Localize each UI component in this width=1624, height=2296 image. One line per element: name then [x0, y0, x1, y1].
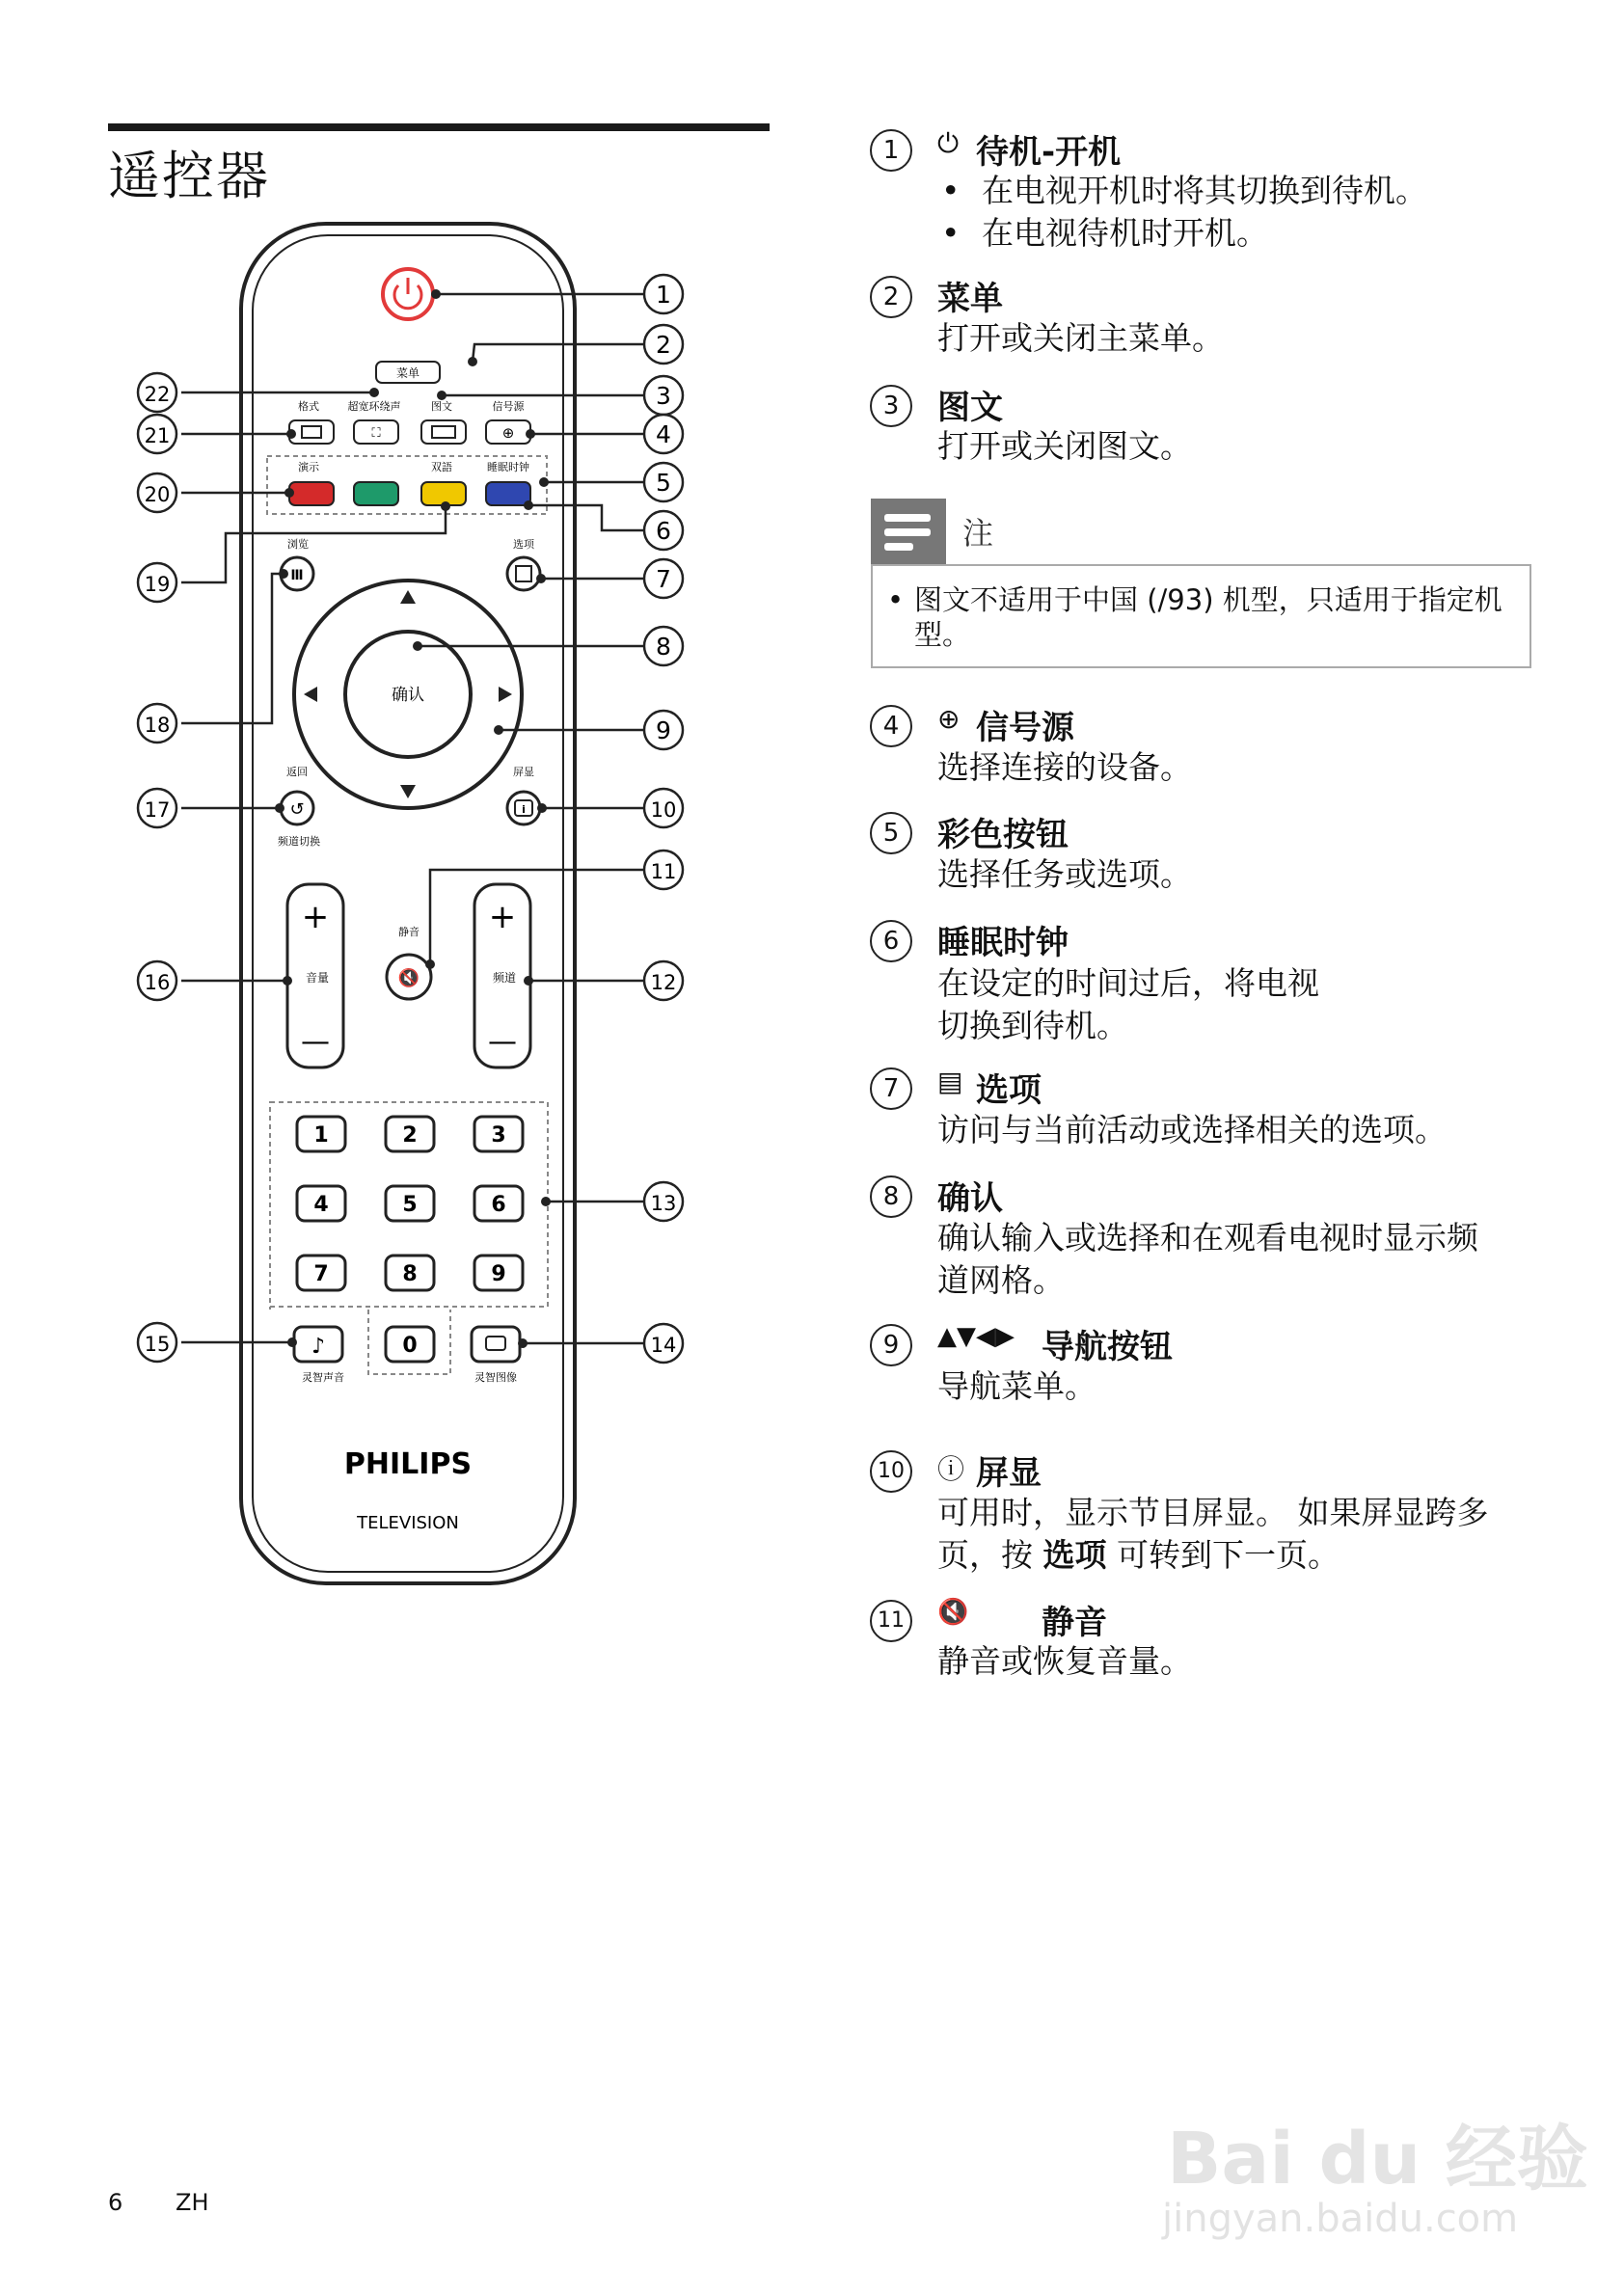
item-number: 10 — [870, 1450, 912, 1493]
source-icon: ⊕ — [501, 424, 515, 442]
digit-label: 8 — [402, 1262, 418, 1286]
item-title: 彩色按钮 — [937, 816, 1069, 854]
volume-label: 音量 — [305, 971, 330, 985]
callout-number: 21 — [144, 424, 171, 447]
digit-label: 7 — [313, 1262, 329, 1286]
item-description: 在设定的时间过后，将电视 — [937, 964, 1319, 1002]
red-button — [289, 482, 334, 505]
language-code: ZH — [176, 2189, 209, 2216]
note-label: 注 — [962, 515, 994, 552]
desc-bold-keyword: 选项 — [1042, 1536, 1107, 1574]
channel-minus: — — [488, 1025, 517, 1059]
item-number: 5 — [870, 812, 912, 854]
demo-label: 演示 — [298, 461, 319, 473]
callout-number: 7 — [656, 565, 671, 593]
item-description: 打开或关闭图文。 — [937, 427, 1192, 465]
callout-number: 17 — [144, 798, 171, 822]
item-title: 信号源 — [976, 709, 1074, 747]
item-title: 菜单 — [937, 280, 1003, 318]
callout-number: 5 — [656, 469, 671, 497]
format-label: 格式 — [298, 400, 319, 413]
brand-name: PHILIPS — [343, 1447, 473, 1481]
note-icon: ♪ — [311, 1335, 326, 1359]
browse-icon: Ⅲ — [290, 568, 304, 583]
item-icon: ▲▼◀▶ — [937, 1322, 1015, 1351]
item-title: 屏显 — [976, 1454, 1042, 1493]
item-number: 6 — [870, 920, 912, 962]
digit-label: 9 — [491, 1262, 506, 1286]
callout-number: 20 — [144, 483, 171, 506]
item-number: 8 — [870, 1175, 912, 1218]
mute-icon: 🔇 — [397, 968, 420, 988]
info-label: 屏显 — [513, 766, 534, 778]
item-title: 图文 — [937, 389, 1003, 427]
page-title: 遥控器 — [108, 146, 270, 206]
item-description: 访问与当前活动或选择相关的选项。 — [937, 1111, 1447, 1148]
item-description: 确认输入或选择和在观看电视时显示频 — [937, 1219, 1478, 1256]
surround-label: 超宽环绕声 — [347, 400, 401, 413]
callout-number: 10 — [650, 798, 677, 822]
blue-button — [486, 482, 530, 505]
brand-subtitle: TELEVISION — [357, 1513, 459, 1533]
item-number: 11 — [870, 1600, 912, 1642]
item-description: 打开或关闭主菜单。 — [937, 319, 1224, 357]
item-description: 道网格。 — [937, 1261, 1065, 1299]
callout-number: 13 — [650, 1192, 677, 1215]
format-button — [289, 420, 334, 444]
source-label: 信号源 — [492, 400, 525, 413]
item-title: 待机-开机 — [976, 133, 1122, 172]
item-icon: ⊕ — [937, 703, 961, 735]
item-bullet: • 在电视待机时开机。 — [982, 211, 1268, 255]
menu-label: 菜单 — [395, 366, 420, 380]
dual-label: 双語 — [431, 461, 452, 473]
smart-sound-label: 灵智声音 — [302, 1371, 344, 1384]
item-title: 静音 — [1042, 1604, 1107, 1642]
desc-text: 可转到下一页。 — [1106, 1536, 1340, 1574]
yellow-button — [421, 482, 466, 505]
callout-number: 22 — [144, 383, 171, 406]
callout-number: 9 — [656, 716, 671, 744]
callout-number: 12 — [650, 971, 677, 994]
digit-label: 1 — [313, 1123, 329, 1148]
browse-label: 浏览 — [287, 538, 309, 551]
digit-label: 4 — [313, 1193, 329, 1217]
item-icon: ⏻ — [937, 127, 960, 159]
item-description: 可用时，显示节目屏显。 如果屏显跨多 — [937, 1494, 1489, 1531]
callout-number: 2 — [656, 331, 671, 359]
item-icon: ⓘ — [937, 1453, 965, 1485]
callout-number: 1 — [656, 281, 671, 309]
desc-text: 页，按 — [937, 1536, 1043, 1574]
item-title: 睡眠时钟 — [937, 924, 1069, 962]
sleep-label: 睡眠时钟 — [487, 461, 529, 473]
item-description: 选择任务或选项。 — [937, 855, 1192, 893]
ok-label: 确认 — [392, 686, 424, 705]
note-icon — [871, 499, 946, 564]
callout-number: 3 — [656, 382, 671, 410]
item-number: 9 — [870, 1324, 912, 1366]
item-number: 3 — [870, 385, 912, 427]
teletext-button — [421, 420, 466, 444]
mute-label: 静音 — [398, 926, 420, 938]
digit-label: 2 — [402, 1123, 418, 1148]
item-icon: 🔇 — [937, 1598, 969, 1627]
item-description: 选择连接的设备。 — [937, 748, 1192, 786]
item-title: 导航按钮 — [1042, 1328, 1173, 1366]
callout-number: 6 — [656, 517, 671, 545]
smart-picture-button — [472, 1327, 520, 1362]
callout-number: 8 — [656, 633, 671, 661]
callout-number: 4 — [656, 420, 671, 448]
callout-number: 15 — [144, 1333, 171, 1356]
callout-number: 16 — [144, 971, 171, 994]
options-label: 选项 — [513, 538, 534, 551]
item-number: 1 — [870, 129, 912, 172]
svg-text:i: i — [522, 803, 526, 816]
item-description: 切换到待机。 — [937, 1007, 1128, 1044]
callout-number: 14 — [650, 1334, 677, 1357]
digit-label: 0 — [402, 1334, 418, 1358]
item-number: 4 — [870, 705, 912, 747]
smart-picture-label: 灵智图像 — [474, 1371, 517, 1384]
item-number: 7 — [870, 1067, 912, 1110]
item-number: 2 — [870, 276, 912, 318]
item-bullet: • 在电视开机时将其切换到待机。 — [982, 169, 1427, 212]
teletext-label: 图文 — [431, 400, 452, 413]
channel-switch-label: 频道切换 — [278, 835, 320, 848]
volume-plus: + — [301, 898, 330, 936]
channel-label: 频道 — [492, 971, 517, 985]
remote-illustration — [0, 0, 791, 1639]
back-label: 返回 — [286, 766, 308, 778]
channel-plus: + — [488, 898, 517, 936]
item-description: 静音或恢复音量。 — [937, 1642, 1192, 1680]
watermark-logo: Bai du 经验 — [1167, 2118, 1588, 2201]
volume-minus: — — [301, 1025, 330, 1059]
digit-label: 3 — [491, 1123, 506, 1148]
callout-number: 18 — [144, 714, 171, 737]
watermark-url: jingyan.baidu.com — [1162, 2197, 1519, 2241]
item-title: 确认 — [937, 1179, 1003, 1218]
item-title: 选项 — [976, 1071, 1042, 1110]
item-description: 导航菜单。 — [937, 1367, 1096, 1405]
green-button — [354, 482, 398, 505]
item-icon: ▤ — [937, 1066, 963, 1097]
page-number: 6 — [108, 2189, 123, 2216]
item-description — [937, 1533, 1340, 1577]
callout-number: 19 — [144, 573, 171, 596]
surround-icon: ⛶ — [371, 426, 381, 441]
digit-label: 6 — [491, 1193, 506, 1217]
options-button — [507, 557, 540, 590]
note-text: • 图文不适用于中国 (/93) 机型，只适用于指定机型。 — [914, 582, 1502, 652]
callout-number: 11 — [650, 860, 677, 883]
back-icon: ↺ — [289, 799, 305, 820]
digit-label: 5 — [402, 1193, 418, 1217]
